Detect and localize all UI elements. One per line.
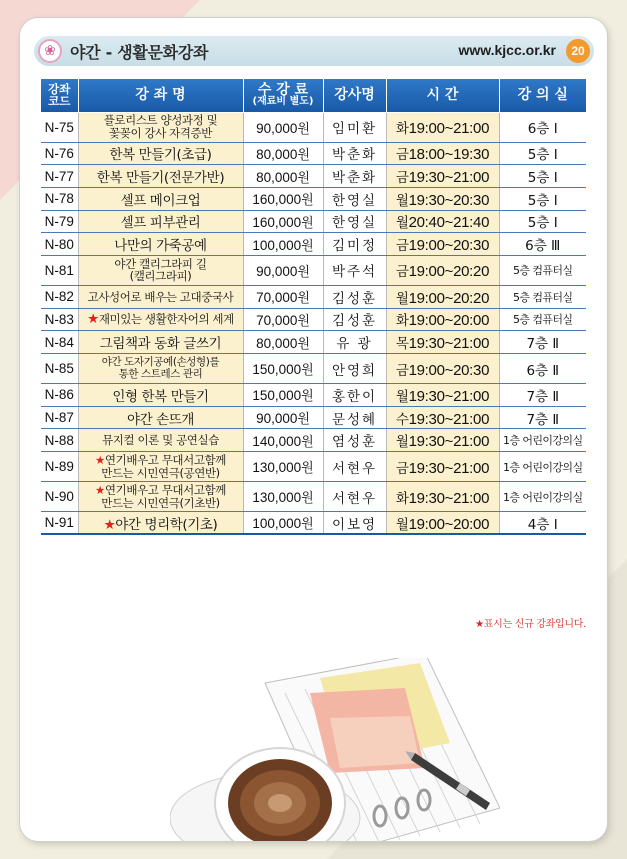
course-fee: [243, 512, 323, 535]
class-time: [386, 354, 499, 384]
class-day: 수: [395, 411, 409, 428]
class-hours: 19:30~21:00: [408, 433, 490, 451]
classroom: 6층 Ⅲ: [499, 233, 586, 256]
course-code: N-79: [41, 210, 78, 233]
course-fee: [243, 285, 323, 308]
course-name: [78, 142, 243, 165]
header-time: 시 간: [386, 79, 499, 112]
course-name: [78, 165, 243, 188]
site-url: www.kjcc.or.kr: [458, 42, 556, 58]
table-row: [41, 233, 586, 256]
fee-amount: 160,000: [252, 192, 302, 208]
fee-unit: 원: [297, 121, 310, 137]
course-name: [78, 331, 243, 354]
course-name-text: 그림책과 동화 글쓰기: [99, 336, 222, 353]
fee-unit: 원: [297, 147, 310, 163]
class-time: [386, 210, 499, 233]
new-course-star-icon: ★: [103, 516, 116, 533]
classroom: 5층 컴퓨터실: [499, 308, 586, 331]
class-time: [386, 233, 499, 256]
course-code: N-77: [41, 165, 78, 188]
fee-unit: 원: [301, 363, 314, 378]
instructor-name: 김성훈: [323, 285, 386, 308]
fee-unit: 원: [297, 264, 310, 280]
class-time: [386, 255, 499, 285]
fee-amount: 70,000: [256, 290, 298, 306]
class-time: [386, 406, 499, 429]
course-code: N-88: [41, 429, 78, 452]
course-name-text: 인형 한복 만들기: [112, 388, 209, 405]
fee-unit: 원: [301, 238, 314, 254]
course-fee: [243, 429, 323, 452]
class-day: 월: [395, 388, 409, 405]
table-row: [41, 187, 586, 210]
course-name-text: 플로리스트 양성과정 및: [103, 113, 218, 128]
page-number-badge: 20: [566, 39, 590, 63]
course-name-text: 연기배우고 무대서고함께: [104, 482, 226, 497]
course-name: [78, 406, 243, 429]
class-hours: 19:00~20:30: [408, 361, 490, 379]
fee-amount: 130,000: [252, 490, 302, 506]
page-header: [34, 36, 594, 66]
class-time: [386, 429, 499, 452]
class-hours: 19:00~21:00: [408, 120, 490, 137]
course-name-text: 고사성어로 배우는 고대중국사: [87, 289, 234, 304]
fee-amount: 160,000: [252, 214, 302, 230]
course-name-text: 셀프 피부관리: [120, 215, 201, 232]
course-name-line-2: (캘리그라피): [129, 269, 192, 284]
course-name: [78, 482, 243, 512]
fee-unit: 원: [301, 215, 314, 231]
course-fee: [243, 142, 323, 165]
course-fee: [243, 452, 323, 482]
course-code: N-91: [41, 512, 78, 535]
course-name-text: 야간 캘리그라피 길: [114, 256, 207, 271]
class-time: [386, 384, 499, 407]
instructor-name: 홍한이: [323, 384, 386, 407]
course-name: [78, 452, 243, 482]
course-name-line-2: 만드는 시민연극(공연반): [101, 465, 220, 480]
fee-unit: 원: [297, 412, 310, 428]
class-hours: 20:40~21:40: [408, 214, 490, 232]
class-hours: 19:00~20:20: [408, 289, 490, 307]
classroom: 5층 Ⅰ: [499, 210, 586, 233]
course-name: [78, 512, 243, 535]
new-course-star-icon: ★: [87, 311, 99, 328]
class-hours: 19:30~21:00: [408, 335, 490, 353]
course-name-text: 뮤지컬 이론 및 공연실습: [102, 433, 219, 448]
classroom: 5층 Ⅰ: [499, 187, 586, 210]
class-hours: 18:00~19:30: [408, 146, 490, 164]
class-hours: 19:30~21:00: [408, 410, 490, 428]
class-time: [386, 112, 499, 142]
course-code: N-76: [41, 142, 78, 165]
table-row: [41, 429, 586, 452]
class-day: 금: [395, 170, 409, 187]
fee-amount: 90,000: [256, 411, 298, 427]
class-day: 화: [395, 490, 409, 507]
fee-unit: 원: [297, 313, 310, 329]
class-time: [386, 142, 499, 165]
fee-amount: 90,000: [256, 120, 298, 136]
course-name-text: 한복 만들기(전문가반): [96, 170, 225, 187]
table-row: [41, 354, 586, 384]
classroom: 1층 어린이강의실: [499, 429, 586, 452]
instructor-name: 박춘화: [323, 142, 386, 165]
classroom: 5층 Ⅰ: [499, 142, 586, 165]
course-name: [78, 112, 243, 142]
class-hours: 19:30~21:00: [408, 459, 490, 477]
instructor-name: 서현우: [323, 482, 386, 512]
class-day: 월: [395, 516, 409, 533]
course-code: N-87: [41, 406, 78, 429]
new-course-star-icon: ★: [95, 482, 105, 497]
class-time: [386, 452, 499, 482]
class-day: 목: [395, 336, 409, 353]
table-row: [41, 482, 586, 512]
class-hours: 19:30~21:00: [408, 489, 490, 507]
instructor-name: 안영희: [323, 354, 386, 384]
coffee-notebook-illustration: [170, 658, 500, 841]
page-card: [20, 18, 607, 841]
fee-unit: 원: [301, 491, 314, 507]
class-time: [386, 512, 499, 535]
table-row: [41, 452, 586, 482]
course-name-line-1: [81, 484, 241, 497]
fee-amount: 100,000: [252, 237, 302, 253]
class-day: 금: [395, 362, 409, 379]
course-code: N-89: [41, 452, 78, 482]
instructor-name: 한영실: [323, 210, 386, 233]
classroom: 1층 어린이강의실: [499, 482, 586, 512]
course-name-text: 셀프 메이크업: [120, 192, 201, 209]
table-row: [41, 406, 586, 429]
course-code: N-83: [41, 308, 78, 331]
course-fee: [243, 308, 323, 331]
course-name-line-1: [81, 454, 241, 467]
course-name: [78, 210, 243, 233]
classroom: 4층 Ⅰ: [499, 512, 586, 535]
instructor-name: 박주석: [323, 255, 386, 285]
course-name-text: 야간 명리학(기초): [115, 516, 218, 533]
class-day: 월: [395, 434, 409, 451]
fee-unit: 원: [297, 291, 310, 307]
class-day: 화: [395, 121, 409, 137]
course-code: N-80: [41, 233, 78, 256]
class-hours: 19:30~20:30: [408, 191, 490, 209]
fee-unit: 원: [301, 389, 314, 405]
course-name: [78, 285, 243, 308]
table-row: [41, 331, 586, 354]
course-name-line-2: 통한 스트레스 관리: [118, 367, 203, 380]
classroom: 1층 어린이강의실: [499, 452, 586, 482]
class-hours: 19:30~21:00: [408, 387, 490, 405]
class-day: 월: [395, 192, 409, 209]
course-code: N-85: [41, 354, 78, 384]
fee-amount: 80,000: [256, 169, 298, 185]
table-row: [41, 512, 586, 535]
table-row: [41, 165, 586, 188]
classroom: 6층 Ⅱ: [499, 354, 586, 384]
course-code: N-90: [41, 482, 78, 512]
fee-amount: 150,000: [252, 388, 302, 404]
fee-unit: 원: [301, 461, 314, 477]
class-time: [386, 165, 499, 188]
instructor-name: 김성훈: [323, 308, 386, 331]
course-fee: [243, 354, 323, 384]
course-name-text: 재미있는 생활한자어의 세계: [98, 312, 234, 327]
fee-amount: 100,000: [252, 516, 302, 532]
class-day: 금: [395, 460, 409, 477]
class-day: 화: [395, 313, 409, 330]
class-day: 금: [395, 238, 409, 255]
header-room: 강 의 실: [499, 79, 586, 112]
class-day: 월: [395, 290, 409, 307]
course-name-text: 야간 도자기공예(손성형)를: [101, 355, 220, 368]
flower-logo-icon: ❀: [38, 39, 62, 63]
table-header-row: [41, 79, 586, 112]
fee-amount: 130,000: [252, 460, 302, 476]
class-day: 금: [395, 147, 409, 164]
page-title: 야간 - 생활문화강좌: [70, 43, 209, 62]
course-name-line-2: 꽃꽂이 강사 자격증반: [109, 126, 212, 140]
course-code: N-78: [41, 187, 78, 210]
course-name-line-1: [81, 357, 241, 369]
course-code: N-81: [41, 255, 78, 285]
course-fee: [243, 165, 323, 188]
course-fee: [243, 187, 323, 210]
instructor-name: 김미정: [323, 233, 386, 256]
instructor-name: 문성혜: [323, 406, 386, 429]
classroom: 5층 컴퓨터실: [499, 255, 586, 285]
class-day: 월: [395, 215, 409, 232]
course-code: N-86: [41, 384, 78, 407]
instructor-name: 서현우: [323, 452, 386, 482]
course-fee: [243, 210, 323, 233]
class-hours: 19:00~20:30: [408, 237, 490, 255]
course-code: N-84: [41, 331, 78, 354]
instructor-name: 임미환: [323, 112, 386, 142]
classroom: 5층 Ⅰ: [499, 165, 586, 188]
classroom: 7층 Ⅱ: [499, 331, 586, 354]
class-day: 금: [395, 264, 409, 281]
course-fee: [243, 384, 323, 407]
course-table: [41, 79, 586, 535]
class-time: [386, 187, 499, 210]
table-body: [41, 112, 586, 534]
course-name: [78, 354, 243, 384]
class-hours: 19:00~20:20: [408, 263, 490, 281]
course-name: [78, 308, 243, 331]
course-fee: [243, 233, 323, 256]
fee-unit: 원: [297, 336, 310, 352]
course-name-text: 나만의 가죽공예: [114, 238, 207, 255]
course-fee: [243, 255, 323, 285]
class-hours: 19:30~21:00: [408, 169, 490, 187]
course-name-line-2: 만드는 시민연극(기초반): [101, 495, 220, 510]
class-time: [386, 308, 499, 331]
fee-amount: 80,000: [256, 146, 298, 162]
new-course-star-icon: ★: [95, 452, 105, 467]
course-code: N-75: [41, 112, 78, 142]
fee-unit: 원: [301, 193, 314, 209]
table-row: [41, 210, 586, 233]
fee-amount: 90,000: [256, 263, 298, 279]
header-code: 강좌 코드: [41, 79, 78, 112]
fee-amount: 70,000: [256, 312, 298, 328]
course-name: [78, 233, 243, 256]
fee-amount: 80,000: [256, 335, 298, 351]
instructor-name: 박춘화: [323, 165, 386, 188]
course-fee: [243, 112, 323, 142]
table-row: [41, 112, 586, 142]
header-name: 강 좌 명: [78, 79, 243, 112]
course-name: [78, 384, 243, 407]
course-fee: [243, 331, 323, 354]
header-fee: 수 강 료 (재료비 별도): [243, 79, 323, 112]
classroom: 5층 컴퓨터실: [499, 285, 586, 308]
course-name: [78, 255, 243, 285]
classroom: 6층 Ⅰ: [499, 112, 586, 142]
class-time: [386, 285, 499, 308]
class-time: [386, 482, 499, 512]
fee-amount: 140,000: [252, 433, 302, 449]
table-row: [41, 308, 586, 331]
fee-unit: 원: [301, 517, 314, 533]
new-course-note: ★표시는 신규 강좌입니다.: [475, 619, 586, 630]
course-name-text: 연기배우고 무대서고함께: [104, 452, 226, 467]
class-hours: 19:00~20:00: [408, 312, 490, 330]
table-row: [41, 142, 586, 165]
fee-unit: 원: [301, 434, 314, 450]
table-row: [41, 384, 586, 407]
classroom: 7층 Ⅱ: [499, 406, 586, 429]
class-time: [386, 331, 499, 354]
course-name: [78, 429, 243, 452]
course-fee: [243, 406, 323, 429]
course-code: N-82: [41, 285, 78, 308]
fee-unit: 원: [297, 170, 310, 186]
instructor-name: 이보영: [323, 512, 386, 535]
table-row: [41, 285, 586, 308]
instructor-name: 염성훈: [323, 429, 386, 452]
instructor-name: 유 광: [323, 331, 386, 354]
header-instructor: 강사명: [323, 79, 386, 112]
course-name-text: 야간 손뜨개: [126, 411, 195, 428]
classroom: 7층 Ⅱ: [499, 384, 586, 407]
class-hours: 19:00~20:00: [408, 515, 490, 533]
fee-amount: 150,000: [252, 362, 302, 377]
table-row: [41, 255, 586, 285]
course-name: [78, 187, 243, 210]
course-fee: [243, 482, 323, 512]
course-name-text: 한복 만들기(초급): [109, 147, 212, 164]
instructor-name: 한영실: [323, 187, 386, 210]
